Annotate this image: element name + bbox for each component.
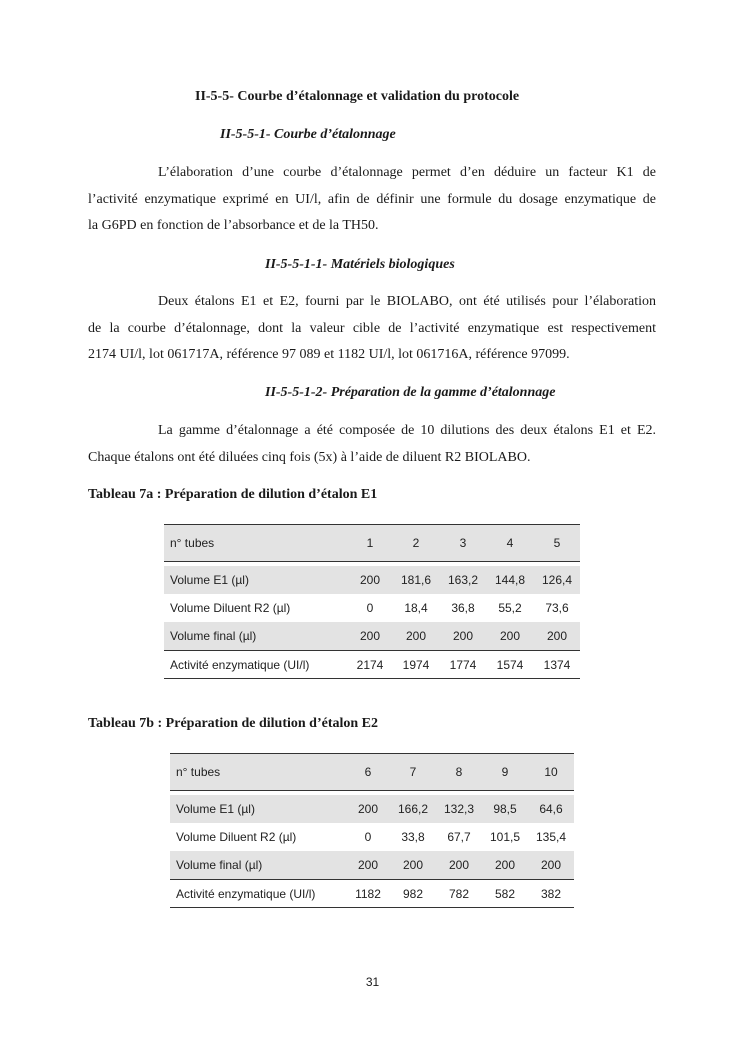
- table-row: [170, 823, 574, 851]
- table-cell: 126,4: [534, 566, 580, 594]
- table-cell: 181,6: [392, 566, 440, 594]
- subsubsection-heading-materials: II-5-5-1-1- Matériels biologiques: [265, 257, 455, 272]
- paragraph-line: Chaque étalons ont été diluées cinq fois (5x) à l’aide de diluent R2 BIOLABO.: [88, 449, 531, 465]
- row-label: Volume Diluent R2 (µl): [170, 601, 291, 615]
- table-cell: 200: [528, 851, 574, 880]
- paragraph-standards: [88, 289, 656, 369]
- table-cell: 135,4: [535, 830, 567, 844]
- paragraph-line: Deux étalons E1 et E2, fourni par le BIOLABO, ont été utilisés pour l’élaboration: [158, 294, 656, 309]
- row-label: Activité enzymatique (UI/l): [170, 880, 346, 908]
- table-row: [170, 795, 574, 823]
- paragraph-line: La gamme d’étalonnage a été composée de 10 dilutions des deux étalons E1 et E2.: [158, 423, 656, 438]
- table-cell: 982: [390, 880, 436, 908]
- row-label: Volume Diluent R2 (µl): [176, 830, 297, 844]
- subsubsection-heading-range: II-5-5-1-2- Préparation de la gamme d’étalonnage: [265, 385, 556, 400]
- table-cell: 200: [436, 851, 482, 880]
- table-cell: 163,2: [440, 566, 486, 594]
- row-label: Volume E1 (µl): [164, 566, 348, 594]
- header-cell: 8: [436, 754, 482, 791]
- table-caption-7b: Tableau 7b : Préparation de dilution d’étalon E2: [88, 716, 379, 731]
- paragraph-line: l’activité enzymatique exprimé en UI/l, afin de définir une formule du dosage enzymatique de: [88, 191, 656, 207]
- header-cell: n° tubes: [164, 525, 348, 562]
- table-cell: 55,2: [498, 601, 522, 615]
- page-number: 31: [365, 975, 380, 989]
- table-cell: 200: [348, 622, 392, 651]
- table-cell: 1774: [440, 651, 486, 679]
- header-cell: 3: [440, 525, 486, 562]
- table-7b: [170, 753, 574, 908]
- table-cell: 200: [346, 851, 390, 880]
- paragraph-line: 2174 UI/l, lot 061717A, référence 97 089 et 1182 UI/l, lot 061716A, référence 97099.: [88, 347, 570, 362]
- table-cell: 782: [436, 880, 482, 908]
- table-cell: 36,8: [451, 601, 475, 615]
- paragraph-range: [88, 418, 656, 471]
- table-cell: 1374: [534, 651, 580, 679]
- table-row: [164, 566, 580, 594]
- table-cell: 200: [390, 851, 436, 880]
- header-cell: 6: [346, 754, 390, 791]
- header-cell: 4: [486, 525, 534, 562]
- header-cell: 1: [348, 525, 392, 562]
- table-row: [164, 651, 580, 679]
- table-cell: 1182: [346, 880, 390, 908]
- table-cell: 98,5: [482, 795, 528, 823]
- table-cell: 0: [366, 601, 374, 615]
- table-cell: 200: [346, 795, 390, 823]
- table-cell: 67,7: [447, 830, 471, 844]
- table-cell: 200: [348, 566, 392, 594]
- paragraph-line: de la courbe d’étalonnage, dont la valeur cible de l’activité enzymatique est respectivement: [88, 320, 656, 336]
- table-cell: 200: [482, 851, 528, 880]
- table-row: [164, 622, 580, 651]
- row-label: Volume final (µl): [170, 851, 346, 880]
- section-heading: II-5-5- Courbe d’étalonnage et validation du protocole: [195, 89, 520, 104]
- table-cell: 64,6: [528, 795, 574, 823]
- table-cell: 144,8: [486, 566, 534, 594]
- row-label: Volume final (µl): [164, 622, 348, 651]
- table-cell: 200: [392, 622, 440, 651]
- table-cell: 382: [528, 880, 574, 908]
- header-cell: 5: [534, 525, 580, 562]
- table-7a: [164, 524, 580, 679]
- table-row: [164, 594, 580, 622]
- table-header-row: [164, 525, 580, 562]
- table-cell: 1574: [486, 651, 534, 679]
- table-row: [170, 851, 574, 880]
- header-cell: 2: [392, 525, 440, 562]
- table-cell: 200: [486, 622, 534, 651]
- table-cell: 200: [534, 622, 580, 651]
- table-cell: 33,8: [401, 830, 425, 844]
- table-row: [170, 880, 574, 908]
- table-cell: 582: [482, 880, 528, 908]
- table-cell: 2174: [348, 651, 392, 679]
- table-cell: 0: [364, 830, 372, 844]
- header-cell: 9: [482, 754, 528, 791]
- table-caption-7a: Tableau 7a : Préparation de dilution d’étalon E1: [88, 487, 378, 502]
- table-cell: 166,2: [390, 795, 436, 823]
- row-label: Activité enzymatique (UI/l): [164, 651, 348, 679]
- header-cell: 10: [528, 754, 574, 791]
- table-cell: 132,3: [436, 795, 482, 823]
- header-cell: 7: [390, 754, 436, 791]
- table-cell: 18,4: [404, 601, 428, 615]
- header-cell: n° tubes: [170, 754, 346, 791]
- table-cell: 101,5: [489, 830, 521, 844]
- paragraph-line: L’élaboration d’une courbe d’étalonnage permet d’en déduire un facteur K1 de: [158, 165, 656, 180]
- table-cell: 73,6: [545, 601, 569, 615]
- table-cell: 1974: [392, 651, 440, 679]
- table-header-row: [170, 754, 574, 791]
- table-cell: 200: [440, 622, 486, 651]
- paragraph-calibration-intro: [88, 160, 656, 240]
- subsection-heading: II-5-5-1- Courbe d’étalonnage: [220, 127, 396, 142]
- row-label: Volume E1 (µl): [170, 795, 346, 823]
- paragraph-line: la G6PD en fonction de l’absorbance et de la TH50.: [88, 218, 379, 233]
